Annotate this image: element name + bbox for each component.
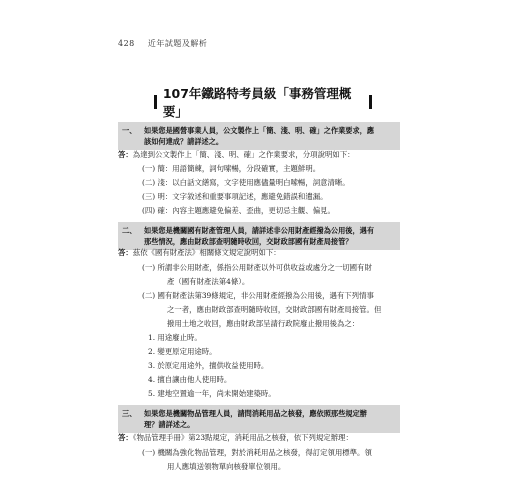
answer-item: (二) 國有財產法第39條規定，非公用財產經撥為公用後，遇有下列情事 [142, 291, 374, 300]
question-line: 該如何達成？請詳述之。 [144, 137, 224, 146]
question-line: 理？請詳述之。 [144, 420, 195, 429]
question-line: 如果您是機關國有財產管理人員，請詳述非公用財產經撥為公用後，遇有 [144, 226, 375, 235]
question-box [118, 405, 400, 433]
answer-lead: 答： [118, 150, 133, 159]
answer-item: (四) 確：內容主題應避免偏差、歪曲，更切忌主觀、偏見。 [142, 206, 335, 215]
page-number: 428 [118, 39, 135, 48]
answer-subitem: 5. 建地空置逾一年，尚未開始建築時。 [148, 389, 276, 398]
question-number: 三、 [122, 409, 137, 418]
answer-intro [118, 246, 408, 259]
question-number: 一、 [122, 126, 137, 135]
question-number: 二、 [122, 226, 137, 235]
answer-item: 之一者，應由財政部查明隨時收回，交財政部國有財產局接管。但 [167, 305, 382, 314]
answer-subitem: 4. 擅自讓由他人使用時。 [148, 375, 232, 384]
title-left-bar [154, 95, 157, 109]
question-line: 那些情況，應由財政部查明隨時收回，交財政部國有財產局接管？ [144, 237, 353, 246]
answer-subitem: 3. 於原定用途外，擅供收益使用時。 [148, 361, 269, 370]
exam-title-text: 107年鐵路特考員級「事務管理概要」 [162, 86, 352, 119]
answer-item: (一) 所謂非公用財產，係指公用財產以外可供收益或處分之一切國有財 [142, 263, 372, 272]
question-line: 如果您是機關物品管理人員，請問消耗用品之核發，應依照那些規定辦 [144, 409, 367, 418]
answer-intro [118, 148, 408, 161]
answer-intro-text: 為達到公文製作上「簡、淺、明、確」之作業要求，分項說明如下： [132, 150, 355, 159]
title-right-bar [369, 95, 372, 109]
answer-item: 用人應填送領物單向核發單位領用。 [167, 462, 286, 471]
answer-item: (三) 明：文字敘述和重要事項記述，應避免錯誤和遺漏。 [142, 192, 328, 201]
page-header [118, 38, 207, 49]
answer-lead: 答： [118, 433, 133, 442]
answer-item: (二) 淺：以白話文繕寫，文字使用應儘量明白嗦暢，詞意清晰。 [142, 178, 350, 187]
answer-intro-text: 茲依《國有財產法》相關條文規定說明如下： [132, 248, 281, 257]
answer-item: 撥用土地之收回，應由財政部呈請行政院廢止撥用後為之： [167, 319, 360, 328]
exam-title [148, 86, 378, 119]
answer-item: (一) 機關為強化物品管理，對於消耗用品之核發，得訂定領用標準。領 [142, 448, 372, 457]
answer-intro [118, 431, 408, 444]
answer-subitem: 1. 用途廢止時。 [148, 333, 202, 342]
answer-lead: 答： [118, 248, 133, 257]
answer-item: 產（國有財產法第4條）。 [167, 277, 250, 286]
answer-subitem: 2. 變更原定用途時。 [148, 347, 217, 356]
answer-item: (一) 簡：用語簡練，詞句嗦暢，分段確實，主題鮮明。 [142, 164, 321, 173]
book-title: 近年試題及解析 [147, 39, 208, 48]
question-box [118, 122, 400, 150]
question-line: 如果您是國營事業人員，公文製作上「簡、淺、明、確」之作業要求，應 [144, 126, 375, 135]
answer-intro-text: 《物品管理手冊》第23點規定，消耗用品之核發，依下列規定辦理： [132, 433, 353, 442]
